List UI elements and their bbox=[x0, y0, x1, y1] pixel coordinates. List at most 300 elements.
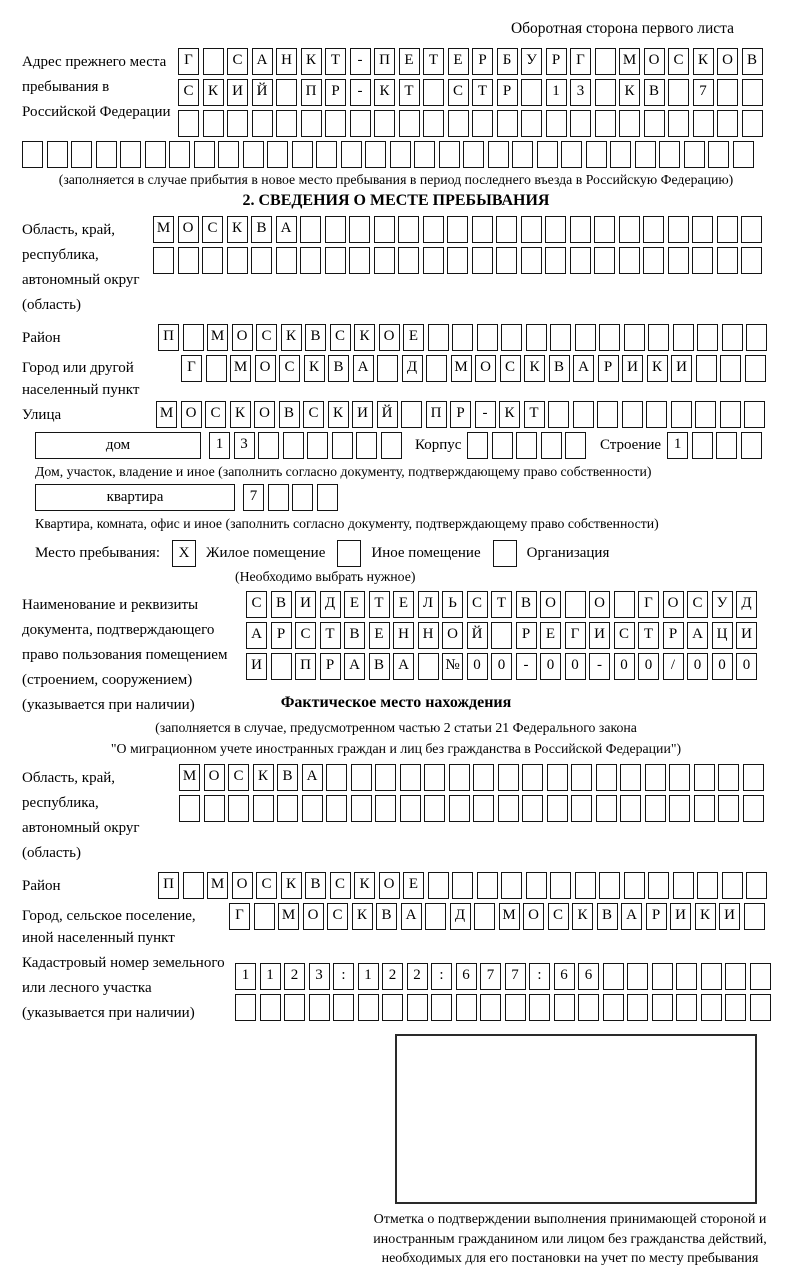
char-cell[interactable] bbox=[673, 872, 694, 899]
char-cell[interactable] bbox=[619, 247, 640, 274]
char-cell[interactable]: : bbox=[431, 963, 452, 990]
char-cell[interactable]: О bbox=[717, 48, 738, 75]
char-cell[interactable]: 0 bbox=[687, 653, 708, 680]
char-cell[interactable] bbox=[725, 994, 746, 1021]
char-cell[interactable] bbox=[418, 653, 439, 680]
char-cell[interactable] bbox=[467, 432, 488, 459]
char-cell[interactable]: 0 bbox=[614, 653, 635, 680]
char-cell[interactable] bbox=[292, 484, 313, 511]
char-cell[interactable]: С bbox=[500, 355, 521, 382]
char-cell[interactable] bbox=[477, 872, 498, 899]
char-cell[interactable] bbox=[744, 903, 765, 930]
char-cell[interactable] bbox=[178, 247, 199, 274]
char-cell[interactable] bbox=[258, 432, 279, 459]
char-cell[interactable] bbox=[743, 764, 764, 791]
char-cell[interactable] bbox=[381, 432, 402, 459]
char-cell[interactable] bbox=[277, 795, 298, 822]
char-cell[interactable]: 0 bbox=[491, 653, 512, 680]
char-cell[interactable]: А bbox=[621, 903, 642, 930]
char-cell[interactable] bbox=[377, 355, 398, 382]
char-cell[interactable] bbox=[652, 963, 673, 990]
char-cell[interactable]: К bbox=[374, 79, 395, 106]
char-cell[interactable] bbox=[627, 994, 648, 1021]
char-cell[interactable]: Е bbox=[448, 48, 469, 75]
char-cell[interactable] bbox=[652, 994, 673, 1021]
char-cell[interactable] bbox=[701, 963, 722, 990]
char-cell[interactable]: М bbox=[278, 903, 299, 930]
char-cell[interactable] bbox=[643, 216, 664, 243]
char-cell[interactable]: Р bbox=[516, 622, 537, 649]
char-cell[interactable]: А bbox=[353, 355, 374, 382]
char-cell[interactable] bbox=[333, 994, 354, 1021]
char-cell[interactable]: Ц bbox=[712, 622, 733, 649]
char-cell[interactable] bbox=[725, 963, 746, 990]
char-cell[interactable] bbox=[545, 247, 566, 274]
char-cell[interactable] bbox=[648, 324, 669, 351]
char-cell[interactable] bbox=[595, 48, 616, 75]
char-cell[interactable] bbox=[722, 324, 743, 351]
char-cell[interactable]: О bbox=[663, 591, 684, 618]
char-cell[interactable]: В bbox=[328, 355, 349, 382]
char-cell[interactable] bbox=[332, 432, 353, 459]
char-cell[interactable]: С bbox=[227, 48, 248, 75]
char-cell[interactable] bbox=[326, 795, 347, 822]
char-cell[interactable]: 0 bbox=[467, 653, 488, 680]
char-cell[interactable] bbox=[271, 653, 292, 680]
char-cell[interactable]: К bbox=[253, 764, 274, 791]
char-cell[interactable] bbox=[692, 432, 713, 459]
char-cell[interactable] bbox=[548, 401, 569, 428]
char-cell[interactable] bbox=[480, 994, 501, 1021]
char-cell[interactable] bbox=[302, 795, 323, 822]
char-cell[interactable]: С bbox=[330, 324, 351, 351]
char-cell[interactable] bbox=[743, 795, 764, 822]
char-cell[interactable]: 2 bbox=[407, 963, 428, 990]
char-cell[interactable]: П bbox=[301, 79, 322, 106]
char-cell[interactable] bbox=[635, 141, 656, 168]
char-cell[interactable]: И bbox=[352, 401, 373, 428]
char-cell[interactable] bbox=[349, 216, 370, 243]
char-cell[interactable]: В bbox=[279, 401, 300, 428]
char-cell[interactable] bbox=[292, 141, 313, 168]
char-cell[interactable] bbox=[741, 216, 762, 243]
char-cell[interactable]: К bbox=[695, 903, 716, 930]
char-cell[interactable]: - bbox=[350, 79, 371, 106]
char-cell[interactable]: 7 bbox=[480, 963, 501, 990]
char-cell[interactable]: Й bbox=[252, 79, 273, 106]
char-cell[interactable] bbox=[746, 324, 767, 351]
char-cell[interactable] bbox=[317, 484, 338, 511]
char-cell[interactable]: - bbox=[350, 48, 371, 75]
char-cell[interactable]: С bbox=[448, 79, 469, 106]
char-cell[interactable] bbox=[620, 795, 641, 822]
char-cell[interactable]: О bbox=[255, 355, 276, 382]
char-cell[interactable]: Й bbox=[467, 622, 488, 649]
char-cell[interactable] bbox=[424, 764, 445, 791]
char-cell[interactable]: К bbox=[328, 401, 349, 428]
char-cell[interactable] bbox=[463, 141, 484, 168]
char-cell[interactable]: В bbox=[516, 591, 537, 618]
char-cell[interactable]: С bbox=[256, 324, 277, 351]
char-cell[interactable] bbox=[169, 141, 190, 168]
char-cell[interactable] bbox=[449, 764, 470, 791]
char-cell[interactable]: Л bbox=[418, 591, 439, 618]
char-cell[interactable] bbox=[644, 110, 665, 137]
char-cell[interactable]: 6 bbox=[456, 963, 477, 990]
char-cell[interactable]: 3 bbox=[309, 963, 330, 990]
char-cell[interactable] bbox=[645, 795, 666, 822]
char-cell[interactable]: У bbox=[521, 48, 542, 75]
char-cell[interactable] bbox=[550, 872, 571, 899]
char-cell[interactable]: С bbox=[327, 903, 348, 930]
char-cell[interactable]: Б bbox=[497, 48, 518, 75]
char-cell[interactable]: И bbox=[295, 591, 316, 618]
char-cell[interactable]: 0 bbox=[565, 653, 586, 680]
char-cell[interactable] bbox=[554, 994, 575, 1021]
char-cell[interactable] bbox=[521, 79, 542, 106]
char-cell[interactable] bbox=[671, 401, 692, 428]
char-cell[interactable]: К bbox=[352, 903, 373, 930]
char-cell[interactable] bbox=[669, 795, 690, 822]
char-cell[interactable] bbox=[521, 216, 542, 243]
char-cell[interactable]: В bbox=[369, 653, 390, 680]
char-cell[interactable] bbox=[456, 994, 477, 1021]
char-cell[interactable] bbox=[425, 903, 446, 930]
char-cell[interactable]: 6 bbox=[578, 963, 599, 990]
char-cell[interactable] bbox=[473, 795, 494, 822]
char-cell[interactable]: К bbox=[354, 324, 375, 351]
char-cell[interactable]: К bbox=[281, 324, 302, 351]
char-cell[interactable] bbox=[718, 795, 739, 822]
char-cell[interactable] bbox=[194, 141, 215, 168]
char-cell[interactable] bbox=[301, 110, 322, 137]
char-cell[interactable] bbox=[276, 247, 297, 274]
char-cell[interactable]: 0 bbox=[540, 653, 561, 680]
char-cell[interactable] bbox=[276, 79, 297, 106]
stamp-box[interactable] bbox=[395, 1034, 757, 1204]
char-cell[interactable] bbox=[697, 872, 718, 899]
char-cell[interactable] bbox=[22, 141, 43, 168]
char-cell[interactable]: Г bbox=[229, 903, 250, 930]
char-cell[interactable] bbox=[341, 141, 362, 168]
char-cell[interactable]: Н bbox=[393, 622, 414, 649]
char-cell[interactable] bbox=[643, 247, 664, 274]
char-cell[interactable] bbox=[307, 432, 328, 459]
char-cell[interactable]: Т bbox=[423, 48, 444, 75]
char-cell[interactable] bbox=[400, 764, 421, 791]
char-cell[interactable] bbox=[733, 141, 754, 168]
char-cell[interactable]: О bbox=[379, 324, 400, 351]
char-cell[interactable] bbox=[227, 247, 248, 274]
char-cell[interactable] bbox=[390, 141, 411, 168]
char-cell[interactable] bbox=[521, 247, 542, 274]
char-cell[interactable] bbox=[204, 795, 225, 822]
char-cell[interactable]: К bbox=[281, 872, 302, 899]
char-cell[interactable]: К bbox=[354, 872, 375, 899]
char-cell[interactable]: Е bbox=[369, 622, 390, 649]
char-cell[interactable]: Е bbox=[403, 324, 424, 351]
char-cell[interactable]: О bbox=[442, 622, 463, 649]
char-cell[interactable]: С bbox=[279, 355, 300, 382]
char-cell[interactable]: Р bbox=[450, 401, 471, 428]
char-cell[interactable]: С bbox=[202, 216, 223, 243]
char-cell[interactable]: С bbox=[467, 591, 488, 618]
char-cell[interactable]: Р bbox=[320, 653, 341, 680]
char-cell[interactable] bbox=[573, 401, 594, 428]
char-cell[interactable]: Г bbox=[565, 622, 586, 649]
char-cell[interactable]: А bbox=[401, 903, 422, 930]
char-cell[interactable] bbox=[684, 141, 705, 168]
char-cell[interactable]: Н bbox=[276, 48, 297, 75]
char-cell[interactable] bbox=[594, 216, 615, 243]
char-cell[interactable] bbox=[423, 110, 444, 137]
char-cell[interactable]: Р bbox=[598, 355, 619, 382]
char-cell[interactable] bbox=[722, 872, 743, 899]
char-cell[interactable] bbox=[178, 110, 199, 137]
char-cell[interactable] bbox=[697, 324, 718, 351]
char-cell[interactable]: О bbox=[232, 324, 253, 351]
char-cell[interactable] bbox=[472, 110, 493, 137]
char-cell[interactable]: № bbox=[442, 653, 463, 680]
char-cell[interactable]: К bbox=[230, 401, 251, 428]
char-cell[interactable] bbox=[614, 591, 635, 618]
char-cell[interactable]: 7 bbox=[693, 79, 714, 106]
char-cell[interactable]: / bbox=[663, 653, 684, 680]
char-cell[interactable] bbox=[597, 401, 618, 428]
char-cell[interactable] bbox=[668, 110, 689, 137]
char-cell[interactable] bbox=[423, 247, 444, 274]
char-cell[interactable] bbox=[325, 110, 346, 137]
char-cell[interactable] bbox=[694, 795, 715, 822]
char-cell[interactable] bbox=[692, 247, 713, 274]
char-cell[interactable] bbox=[624, 324, 645, 351]
char-cell[interactable] bbox=[578, 994, 599, 1021]
char-cell[interactable] bbox=[546, 110, 567, 137]
char-cell[interactable]: Т bbox=[399, 79, 420, 106]
char-cell[interactable] bbox=[350, 110, 371, 137]
char-cell[interactable]: И bbox=[670, 903, 691, 930]
char-cell[interactable]: И bbox=[589, 622, 610, 649]
char-cell[interactable] bbox=[202, 247, 223, 274]
char-cell[interactable] bbox=[492, 432, 513, 459]
char-cell[interactable] bbox=[570, 216, 591, 243]
char-cell[interactable] bbox=[537, 141, 558, 168]
char-cell[interactable]: К bbox=[227, 216, 248, 243]
char-cell[interactable] bbox=[668, 79, 689, 106]
char-cell[interactable] bbox=[673, 324, 694, 351]
char-cell[interactable] bbox=[472, 247, 493, 274]
char-cell[interactable] bbox=[646, 401, 667, 428]
char-cell[interactable] bbox=[565, 432, 586, 459]
char-cell[interactable]: В bbox=[376, 903, 397, 930]
char-cell[interactable] bbox=[694, 764, 715, 791]
char-cell[interactable]: О bbox=[181, 401, 202, 428]
char-cell[interactable] bbox=[358, 994, 379, 1021]
char-cell[interactable] bbox=[447, 247, 468, 274]
char-cell[interactable]: : bbox=[333, 963, 354, 990]
char-cell[interactable]: М bbox=[207, 324, 228, 351]
char-cell[interactable]: 2 bbox=[382, 963, 403, 990]
char-cell[interactable] bbox=[565, 591, 586, 618]
char-cell[interactable]: У bbox=[712, 591, 733, 618]
char-cell[interactable] bbox=[401, 401, 422, 428]
char-cell[interactable]: Т bbox=[524, 401, 545, 428]
char-cell[interactable] bbox=[610, 141, 631, 168]
char-cell[interactable] bbox=[516, 432, 537, 459]
char-cell[interactable]: Й bbox=[377, 401, 398, 428]
char-cell[interactable]: К bbox=[301, 48, 322, 75]
char-cell[interactable] bbox=[268, 484, 289, 511]
char-cell[interactable] bbox=[400, 795, 421, 822]
char-cell[interactable] bbox=[428, 324, 449, 351]
char-cell[interactable]: Д bbox=[736, 591, 757, 618]
char-cell[interactable] bbox=[498, 795, 519, 822]
char-cell[interactable]: 1 bbox=[235, 963, 256, 990]
char-cell[interactable]: Т bbox=[320, 622, 341, 649]
char-cell[interactable]: В bbox=[549, 355, 570, 382]
char-cell[interactable] bbox=[382, 994, 403, 1021]
char-cell[interactable] bbox=[351, 795, 372, 822]
char-cell[interactable] bbox=[603, 963, 624, 990]
char-cell[interactable] bbox=[414, 141, 435, 168]
char-cell[interactable]: Р bbox=[663, 622, 684, 649]
char-cell[interactable] bbox=[717, 79, 738, 106]
char-cell[interactable] bbox=[374, 247, 395, 274]
char-cell[interactable] bbox=[742, 79, 763, 106]
char-cell[interactable]: А bbox=[276, 216, 297, 243]
char-cell[interactable] bbox=[496, 216, 517, 243]
char-cell[interactable]: Д bbox=[402, 355, 423, 382]
char-cell[interactable] bbox=[326, 764, 347, 791]
char-cell[interactable]: С bbox=[303, 401, 324, 428]
char-cell[interactable] bbox=[447, 216, 468, 243]
char-cell[interactable] bbox=[153, 247, 174, 274]
char-cell[interactable]: 7 bbox=[505, 963, 526, 990]
char-cell[interactable] bbox=[351, 764, 372, 791]
char-cell[interactable] bbox=[375, 764, 396, 791]
char-cell[interactable] bbox=[267, 141, 288, 168]
char-cell[interactable] bbox=[498, 764, 519, 791]
char-cell[interactable]: М bbox=[179, 764, 200, 791]
char-cell[interactable] bbox=[254, 903, 275, 930]
char-cell[interactable] bbox=[356, 432, 377, 459]
char-cell[interactable]: Е bbox=[540, 622, 561, 649]
char-cell[interactable]: Т bbox=[325, 48, 346, 75]
char-cell[interactable] bbox=[120, 141, 141, 168]
char-cell[interactable]: В bbox=[597, 903, 618, 930]
char-cell[interactable]: 6 bbox=[554, 963, 575, 990]
char-cell[interactable] bbox=[521, 110, 542, 137]
char-cell[interactable] bbox=[477, 324, 498, 351]
char-cell[interactable]: Д bbox=[320, 591, 341, 618]
char-cell[interactable] bbox=[545, 216, 566, 243]
char-cell[interactable] bbox=[645, 764, 666, 791]
char-cell[interactable]: 1 bbox=[209, 432, 230, 459]
char-cell[interactable]: 0 bbox=[638, 653, 659, 680]
char-cell[interactable] bbox=[550, 324, 571, 351]
char-cell[interactable] bbox=[529, 994, 550, 1021]
char-cell[interactable]: Т bbox=[638, 622, 659, 649]
char-cell[interactable]: Р bbox=[472, 48, 493, 75]
char-cell[interactable] bbox=[253, 795, 274, 822]
char-cell[interactable] bbox=[547, 764, 568, 791]
char-cell[interactable]: М bbox=[156, 401, 177, 428]
char-cell[interactable]: М bbox=[153, 216, 174, 243]
char-cell[interactable]: И bbox=[227, 79, 248, 106]
char-cell[interactable] bbox=[472, 216, 493, 243]
char-cell[interactable]: О bbox=[232, 872, 253, 899]
char-cell[interactable]: В bbox=[277, 764, 298, 791]
char-cell[interactable] bbox=[203, 110, 224, 137]
char-cell[interactable] bbox=[522, 764, 543, 791]
char-cell[interactable]: И bbox=[719, 903, 740, 930]
char-cell[interactable] bbox=[547, 795, 568, 822]
char-cell[interactable] bbox=[448, 110, 469, 137]
char-cell[interactable]: С bbox=[295, 622, 316, 649]
char-cell[interactable]: С bbox=[178, 79, 199, 106]
char-cell[interactable] bbox=[741, 247, 762, 274]
char-cell[interactable]: А bbox=[302, 764, 323, 791]
char-cell[interactable]: 7 bbox=[243, 484, 264, 511]
checkbox-other-premises[interactable] bbox=[337, 540, 361, 567]
char-cell[interactable] bbox=[717, 216, 738, 243]
char-cell[interactable] bbox=[47, 141, 68, 168]
char-cell[interactable] bbox=[71, 141, 92, 168]
char-cell[interactable] bbox=[309, 994, 330, 1021]
char-cell[interactable]: О bbox=[644, 48, 665, 75]
char-cell[interactable] bbox=[619, 216, 640, 243]
char-cell[interactable]: В bbox=[251, 216, 272, 243]
char-cell[interactable] bbox=[497, 110, 518, 137]
char-cell[interactable] bbox=[620, 764, 641, 791]
char-cell[interactable]: Г bbox=[181, 355, 202, 382]
char-cell[interactable]: К bbox=[693, 48, 714, 75]
char-cell[interactable] bbox=[746, 872, 767, 899]
char-cell[interactable] bbox=[692, 216, 713, 243]
char-cell[interactable] bbox=[750, 994, 771, 1021]
char-cell[interactable]: О bbox=[178, 216, 199, 243]
char-cell[interactable]: - bbox=[589, 653, 610, 680]
char-cell[interactable]: А bbox=[573, 355, 594, 382]
char-cell[interactable] bbox=[251, 247, 272, 274]
char-cell[interactable]: 1 bbox=[667, 432, 688, 459]
char-cell[interactable]: А bbox=[344, 653, 365, 680]
char-cell[interactable] bbox=[491, 622, 512, 649]
char-cell[interactable]: В bbox=[305, 872, 326, 899]
char-cell[interactable]: К bbox=[203, 79, 224, 106]
char-cell[interactable]: С bbox=[205, 401, 226, 428]
char-cell[interactable] bbox=[619, 110, 640, 137]
char-cell[interactable]: С bbox=[614, 622, 635, 649]
char-cell[interactable]: Т bbox=[472, 79, 493, 106]
char-cell[interactable] bbox=[252, 110, 273, 137]
char-cell[interactable] bbox=[717, 247, 738, 274]
char-cell[interactable] bbox=[648, 872, 669, 899]
char-cell[interactable]: С bbox=[246, 591, 267, 618]
char-cell[interactable] bbox=[695, 401, 716, 428]
char-cell[interactable]: О bbox=[540, 591, 561, 618]
char-cell[interactable] bbox=[586, 141, 607, 168]
char-cell[interactable]: К bbox=[304, 355, 325, 382]
char-cell[interactable]: О bbox=[589, 591, 610, 618]
char-cell[interactable]: А bbox=[687, 622, 708, 649]
char-cell[interactable]: Г bbox=[570, 48, 591, 75]
char-cell[interactable] bbox=[96, 141, 117, 168]
char-cell[interactable] bbox=[276, 110, 297, 137]
char-cell[interactable]: 0 bbox=[736, 653, 757, 680]
char-cell[interactable]: И bbox=[671, 355, 692, 382]
char-cell[interactable]: Т bbox=[369, 591, 390, 618]
